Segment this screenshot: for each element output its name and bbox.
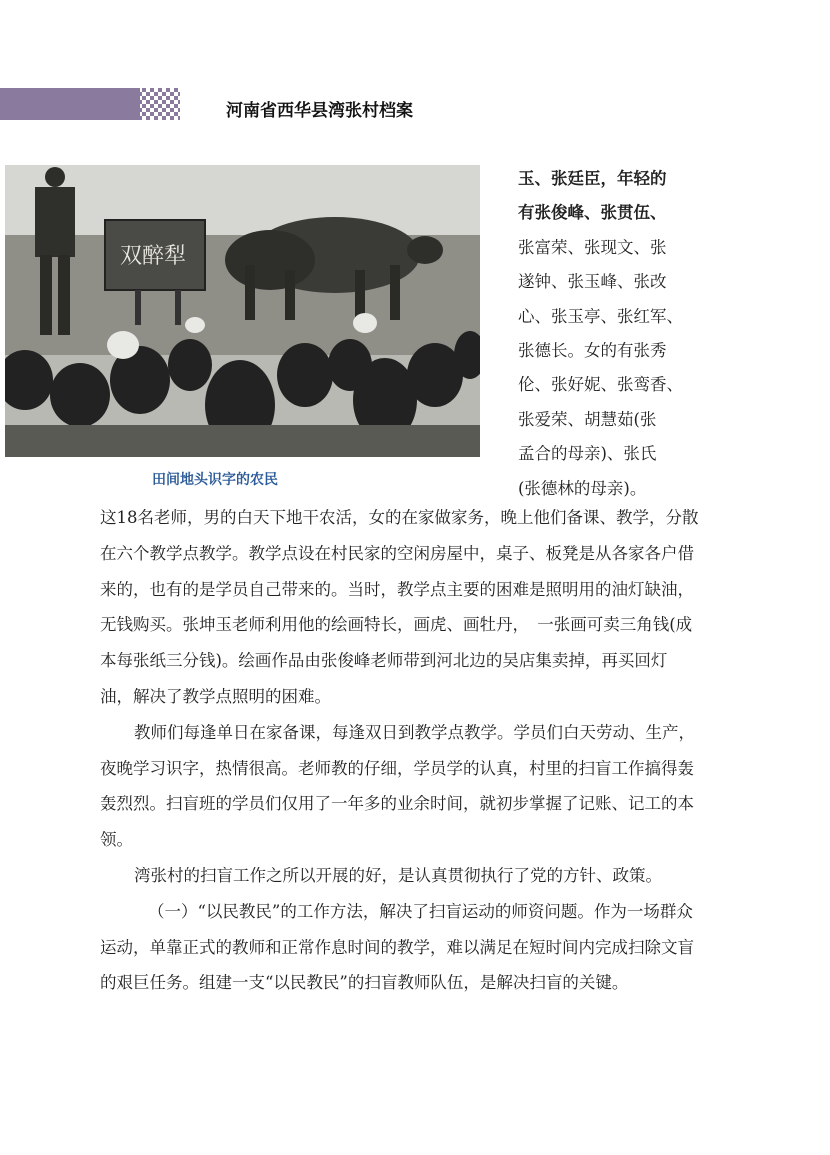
body-text [100, 500, 700, 1001]
side-line: (张德林的母亲)。 [518, 478, 647, 498]
side-line: 心、张玉亭、张红军、 [518, 306, 683, 326]
photo-illustration [5, 165, 480, 457]
side-line: 孟合的母亲)、张氏 [518, 444, 657, 464]
paragraph: （一）“以民教民”的工作方法，解决了扫盲运动的师资问题。作为一场群众运动，单靠正式的教师和正常作息时间的教学，难以满足在短时间内完成扫除文盲的艰巨任务。组建一支“以民教民”的扫盲教师队伍，是解决扫盲的关键。 [100, 901, 694, 993]
side-line: 张富荣、张现文、张 [518, 237, 667, 257]
header-checker-pattern [138, 88, 180, 120]
side-line: 张爱荣、胡慧茹(张 [518, 409, 657, 429]
side-line: 有张俊峰、张贯伍、 [518, 203, 667, 223]
photo-caption: 田间地头识字的农民 [152, 472, 278, 488]
page-title: 河南省西华县湾张村档案 [226, 101, 413, 121]
side-column-text [518, 162, 690, 506]
side-line: 伦、张好妮、张鸾香、 [518, 375, 683, 395]
header-color-bar [0, 88, 140, 120]
paragraph: 湾张村的扫盲工作之所以开展的好，是认真贯彻执行了党的方针、政策。 [134, 865, 662, 885]
photo-farmers-literacy-class [5, 165, 480, 457]
side-line: 张德长。女的有张秀 [518, 341, 667, 361]
paragraph: 教师们每逢单日在家备课，每逢双日到教学点教学。学员们白天劳动、生产，夜晚学习识字，热情很高。老师教的仔细，学员学的认真，村里的扫盲工作搞得轰轰烈烈。扫盲班的学员们仅用了一年多的业余时间，就初步掌握了记账、记工的本领。 [100, 722, 695, 850]
paragraph: 这18名老师，男的白天下地干农活，女的在家做家务，晚上他们备课、教学，分散在六个教学点教学。教学点设在村民家的空闲房屋中，桌子、板凳是从各家各户借来的，也有的是学员自己带来的。当时，教学点主要的困难是照明用的油灯缺油，无钱购买。张坤玉老师利用他的绘画特长，画虎、画牡丹， 一张画可卖三角钱(成本每张纸三分钱)。绘画作品由张俊峰老师带到河北边的吴店集卖掉，再买回灯油，解决了教学点照明的困难。 [100, 508, 699, 706]
side-line: 玉、张廷臣，年轻的 [518, 169, 667, 188]
side-line: 遂钟、张玉峰、张改 [518, 272, 667, 292]
chalkboard-text: 双醉犁 [120, 244, 187, 269]
